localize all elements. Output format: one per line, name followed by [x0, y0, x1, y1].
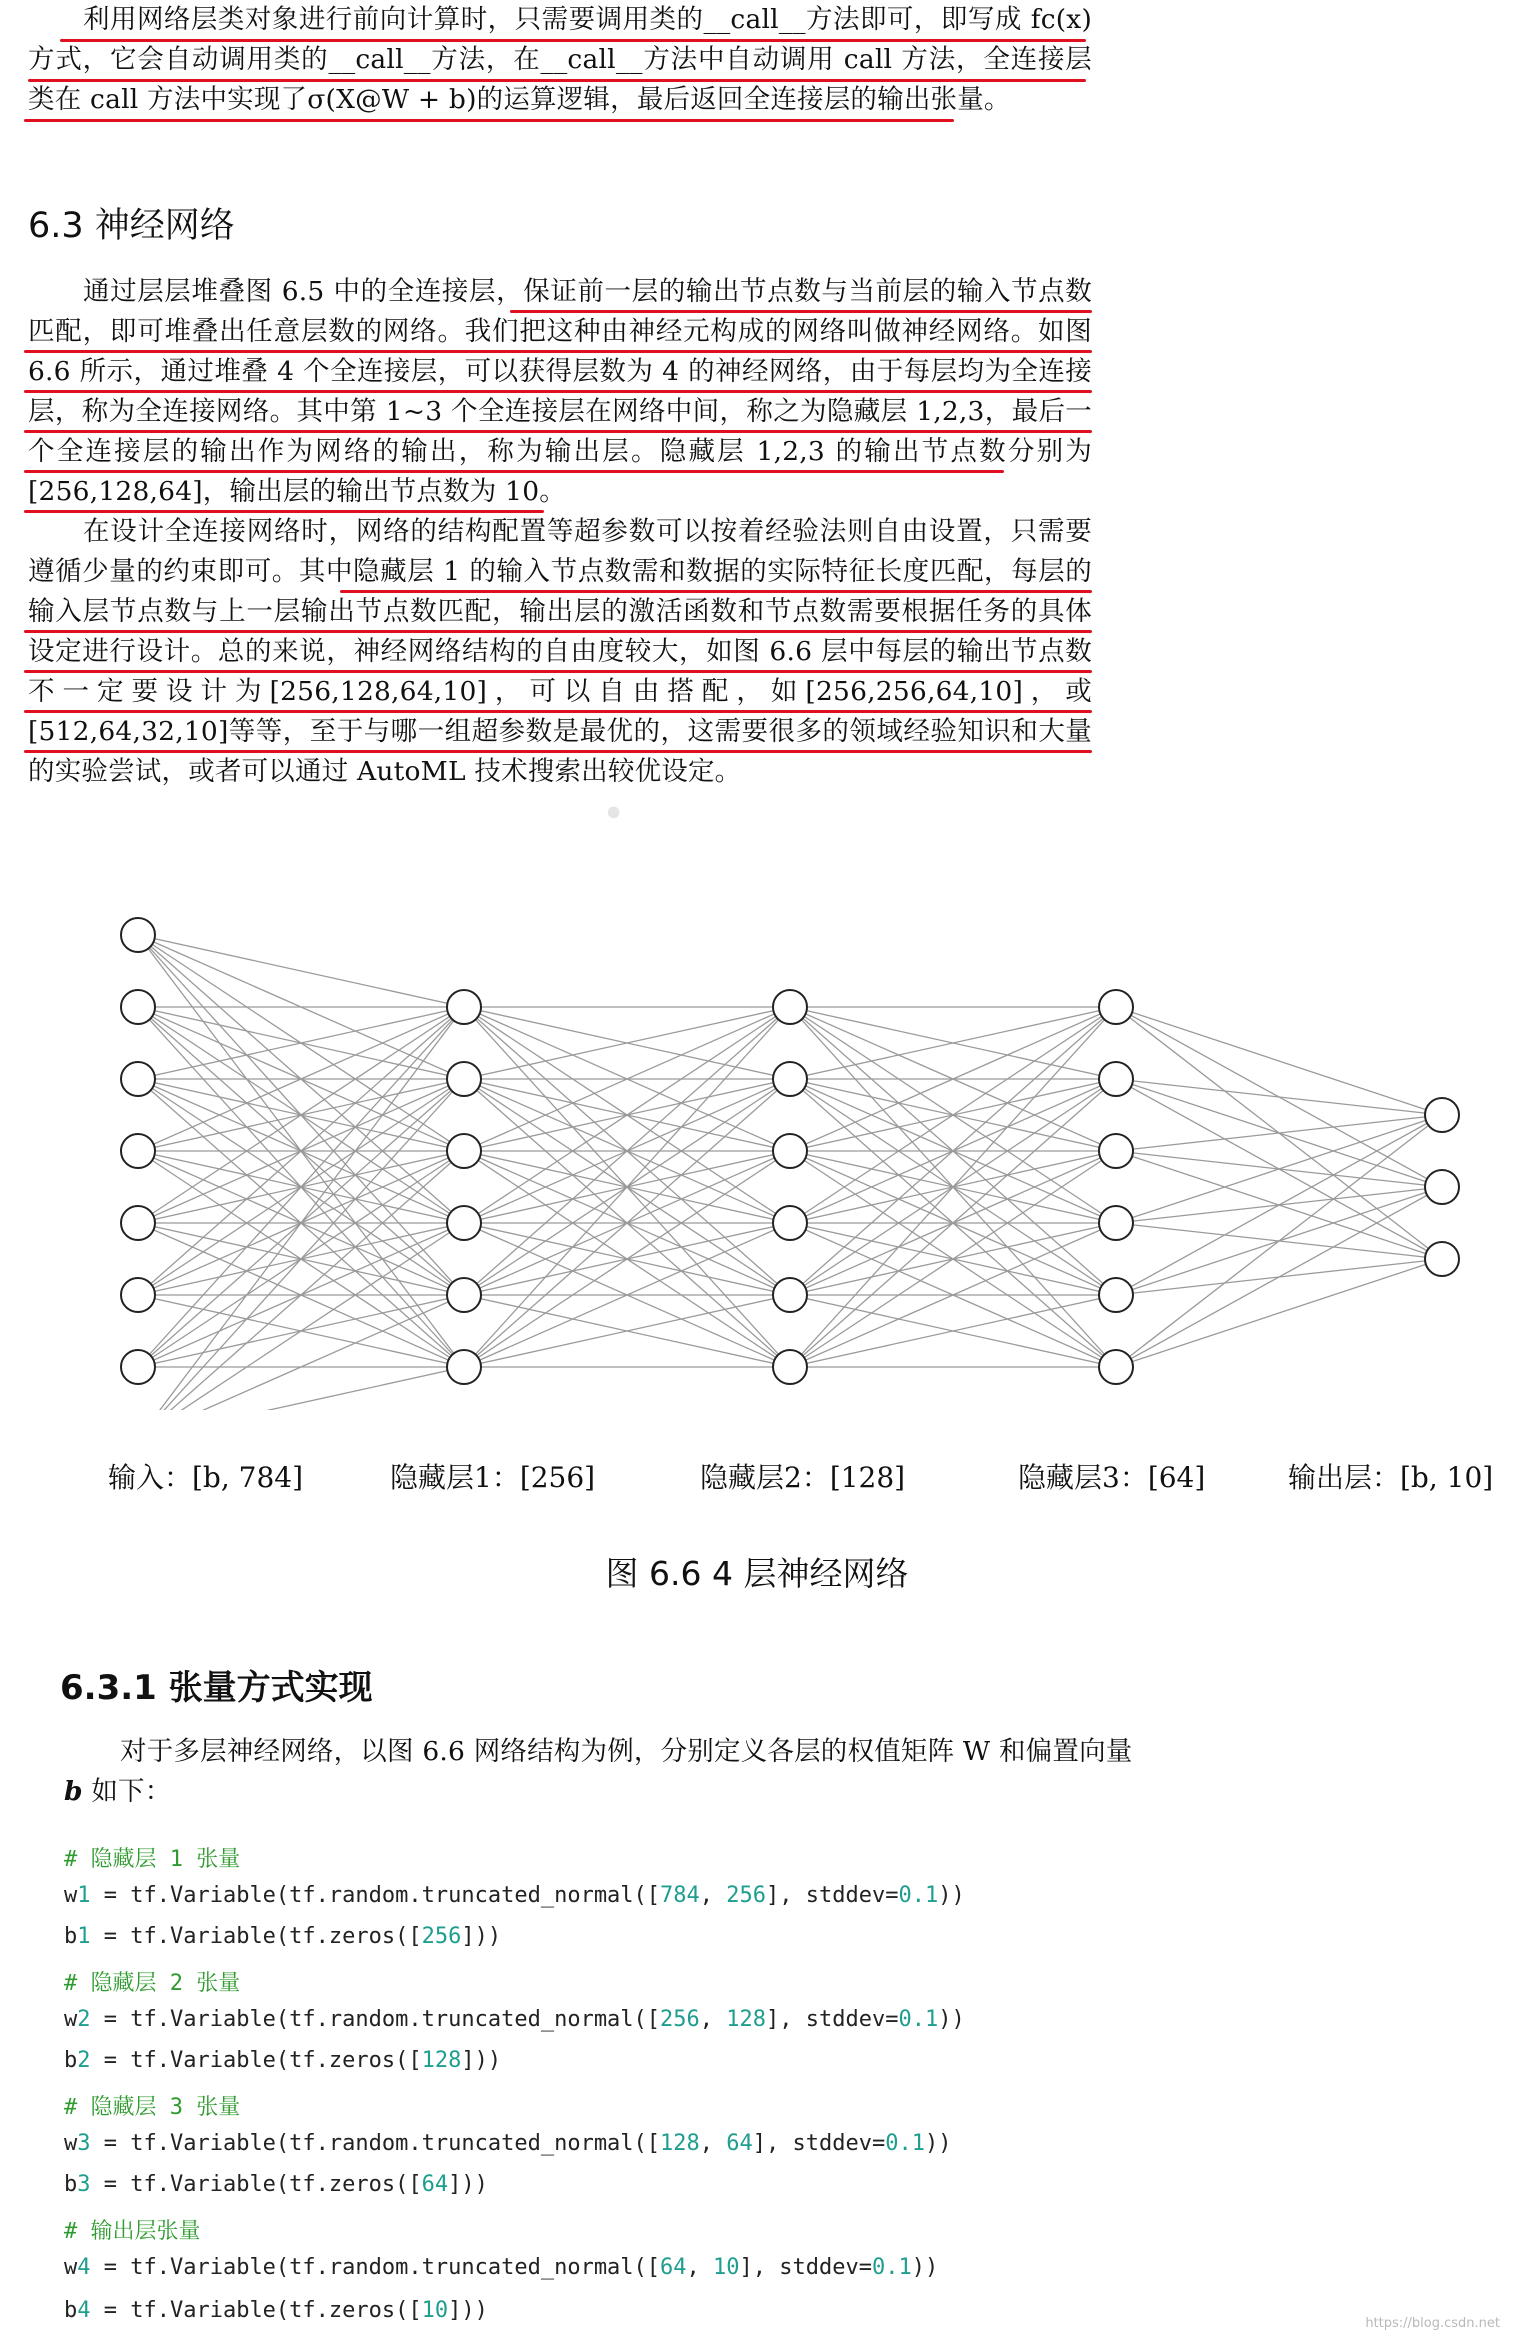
highlight-underline [24, 510, 544, 513]
neuron-node-layer-2 [773, 1134, 807, 1168]
code-line: w3 = tf.Variable(tf.random.truncated_normal([128, 64], stddev=0.1)) [64, 2131, 952, 2156]
code-comment: # 隐藏层 1 张量 [64, 1847, 241, 1872]
highlight-underline [28, 79, 1086, 82]
neuron-node-layer-3 [1099, 1350, 1133, 1384]
neuron-node-layer-0 [121, 1278, 155, 1312]
neuron-node-layer-0 [121, 1206, 155, 1240]
source-watermark: https://blog.csdn.net [1365, 2316, 1500, 2331]
neuron-node-layer-1 [447, 1062, 481, 1096]
bias-symbol: b [64, 1776, 83, 1807]
neuron-node-layer-1 [447, 1134, 481, 1168]
neuron-node-layer-4 [1425, 1098, 1459, 1132]
code-line: w1 = tf.Variable(tf.random.truncated_normal([784, 256], stddev=0.1)) [64, 1883, 965, 1908]
connection-edge [138, 1007, 464, 1410]
highlight-underline [24, 710, 1092, 713]
highlight-underline [24, 430, 1092, 433]
neuron-node-layer-3 [1099, 1134, 1133, 1168]
highlight-underline [340, 590, 1092, 593]
code-line: b2 = tf.Variable(tf.zeros([128])) [64, 2048, 502, 2073]
highlight-underline [24, 350, 1092, 353]
highlight-underline [24, 670, 1092, 673]
background-watermark: · [560, 781, 669, 844]
neuron-node-layer-3 [1099, 1278, 1133, 1312]
layer-label-input: 输入：[b, 784] [108, 1461, 304, 1494]
figure-caption: 图 6.6 4 层神经网络 [605, 1554, 909, 1593]
code-line: b4 = tf.Variable(tf.zeros([10])) [64, 2298, 488, 2323]
neuron-node-layer-0 [121, 918, 155, 952]
neuron-node-layer-2 [773, 1206, 807, 1240]
connection-edge [1116, 1259, 1442, 1367]
neuron-node-layer-1 [447, 1350, 481, 1384]
neuron-node-layer-1 [447, 990, 481, 1024]
subsection-title: 6.3.1 张量方式实现 [60, 1668, 373, 1708]
neuron-node-layer-3 [1099, 1062, 1133, 1096]
body-paragraph-2: 在设计全连接网络时，网络的结构配置等超参数可以按着经验法则自由设置，只需要遵循少量的约束即可。其中隐藏层 1 的输入节点数需和数据的实际特征长度匹配，每层的输入层节点数与上一层输出节点数匹配，输出层的激活函数和节点数需要根据任务的具体设定进行设计。总的来说，神经网络结构的自由度较大，如图 6.6 层中每层的输出节点数不一定要设计为[256,128,64,10]，可以自由搭配，如[256,256,64,10]，或[512,64,32,10]等等，至于与哪一组超参数是最优的，这需要很多的领域经验知识和大量的实验尝试，或者可以通过 AutoML 技术搜索出较优设定。 [28, 516, 1092, 787]
highlight-underline [510, 310, 1092, 313]
highlight-underline [24, 119, 954, 122]
neuron-node-layer-2 [773, 1350, 807, 1384]
connection-edge [1116, 1079, 1442, 1115]
code-line: w2 = tf.Variable(tf.random.truncated_normal([256, 128], stddev=0.1)) [64, 2007, 965, 2032]
highlight-underline [24, 470, 1004, 473]
neuron-node-layer-3 [1099, 1206, 1133, 1240]
code-comment: # 输出层张量 [64, 2219, 201, 2244]
neuron-node-layer-4 [1425, 1170, 1459, 1204]
connection-edge [1116, 1115, 1442, 1223]
connection-edge [1116, 1115, 1442, 1367]
neuron-node-layer-3 [1099, 990, 1133, 1024]
connection-edge [1116, 1115, 1442, 1295]
subsection-intro: 对于多层神经网络，以图 6.6 网络结构为例，分别定义各层的权值矩阵 W 和偏置向量 b 如下： [64, 1736, 1133, 1807]
neuron-node-layer-2 [773, 1278, 807, 1312]
neuron-node-layer-1 [447, 1206, 481, 1240]
code-line: b3 = tf.Variable(tf.zeros([64])) [64, 2172, 488, 2197]
body-paragraph-1: 通过层层堆叠图 6.5 中的全连接层，保证前一层的输出节点数与当前层的输入节点数匹配，即可堆叠出任意层数的网络。我们把这种由神经元构成的网络叫做神经网络。如图 6.6 所示，通过堆叠 4 个全连接层，可以获得层数为 4 的神经网络，由于每层均为全连接层，称为全连接网络。其中第 1~3 个全连接层在网络中间，称之为隐藏层 1,2,3，最后一个全连接层的输出作为网络的输出，称为输出层。隐藏层 1,2,3 的输出节点数分别为[256,128,64]，输出层的输出节点数为 10。 [28, 276, 1092, 507]
highlight-underline [24, 390, 1092, 393]
code-line: w4 = tf.Variable(tf.random.truncated_normal([64, 10], stddev=0.1)) [64, 2255, 939, 2280]
neuron-node-layer-0 [121, 990, 155, 1024]
layer-label-output: 输出层：[b, 10] [1288, 1461, 1494, 1494]
neuron-node-layer-0 [121, 1350, 155, 1384]
layer-label-hidden-1: 隐藏层1：[256] [390, 1461, 596, 1494]
neuron-node-layer-2 [773, 1062, 807, 1096]
neuron-node-layer-0 [121, 1062, 155, 1096]
layer-label-hidden-2: 隐藏层2：[128] [700, 1461, 906, 1494]
neuron-node-layer-0 [121, 1134, 155, 1168]
neuron-node-layer-4 [1425, 1242, 1459, 1276]
connection-edge [1116, 1187, 1442, 1367]
code-comment: # 隐藏层 2 张量 [64, 1971, 241, 1996]
connection-edge [1116, 1115, 1442, 1151]
connection-edge [1116, 1007, 1442, 1115]
code-comment: # 隐藏层 3 张量 [64, 2095, 241, 2120]
top-paragraph: 利用网络层类对象进行前向计算时，只需要调用类的__call__方法即可，即写成 fc(x)方式，它会自动调用类的__call__方法，在__call__方法中自动调用 call 方法，全连接层类在 call 方法中实现了σ(X@W + b)的运算逻辑，最后返回全连接层的输出张量。 [28, 4, 1092, 115]
section-title: 6.3 神经网络 [28, 206, 235, 246]
highlight-underline [24, 630, 1092, 633]
neuron-node-layer-2 [773, 990, 807, 1024]
connection-edge [138, 935, 464, 1007]
highlight-underline [60, 39, 1086, 42]
highlight-underline [24, 750, 1092, 753]
neural-network-diagram [0, 850, 1514, 1410]
layer-label-hidden-3: 隐藏层3：[64] [1018, 1461, 1206, 1494]
neuron-node-layer-1 [447, 1278, 481, 1312]
code-line: b1 = tf.Variable(tf.zeros([256])) [64, 1924, 502, 1949]
